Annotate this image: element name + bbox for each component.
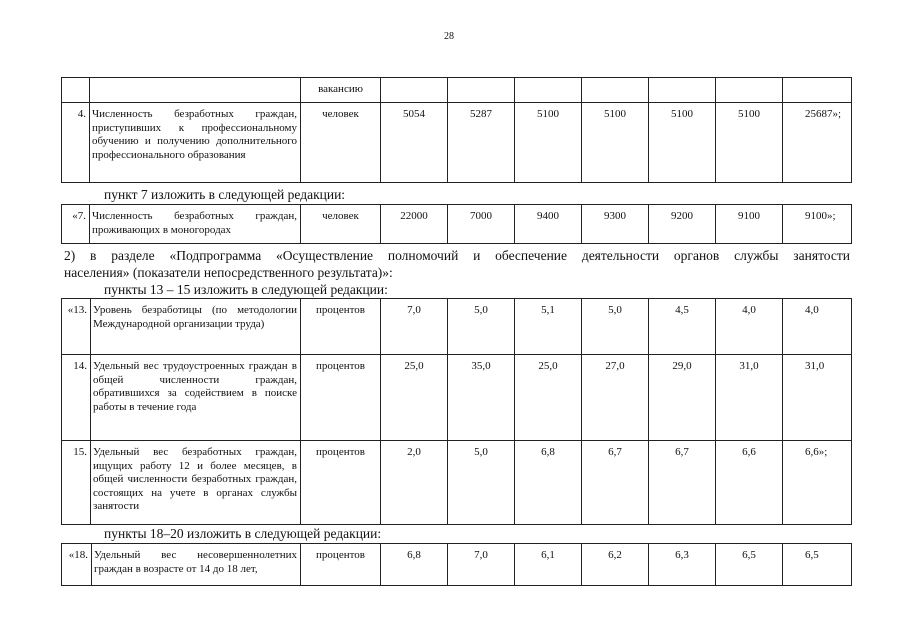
value-cell: 7,0 (381, 299, 448, 355)
value-cell: 6,1 (515, 544, 582, 586)
value-cell: 25,0 (381, 355, 448, 441)
row-number: 4. (62, 103, 90, 183)
table-row (62, 544, 852, 586)
value-cell: 6,7 (649, 441, 716, 525)
value-cell: 7,0 (448, 544, 515, 586)
table-row (62, 103, 852, 183)
paragraph-items-18-20: пункты 18–20 изложить в следующей редакции: (104, 526, 382, 541)
paragraph-item-7: пункт 7 изложить в следующей редакции: (104, 187, 346, 202)
value-cell: 5100 (716, 103, 783, 183)
value-cell: 9100 (716, 205, 783, 244)
table-row (62, 355, 852, 441)
value-cell: 4,0 (716, 299, 783, 355)
value-cell: 6,8 (381, 544, 448, 586)
unit-cell: человек (301, 205, 381, 244)
paragraph-section-2-cont: населения» (показатели непосредственного результата)»: (64, 265, 393, 280)
value-cell: 4,5 (649, 299, 716, 355)
value-cell: 5054 (381, 103, 448, 183)
table-indicators-1 (61, 77, 852, 183)
table-row (62, 205, 852, 244)
row-number: 14. (62, 355, 91, 441)
value-cell: 5,1 (515, 299, 582, 355)
value-cell: 5,0 (448, 441, 515, 525)
value-cell: 25,0 (515, 355, 582, 441)
value-cell: 6,8 (515, 441, 582, 525)
row-number: «7. (62, 205, 90, 244)
value-cell: 5,0 (448, 299, 515, 355)
value-cell: 9200 (649, 205, 716, 244)
value-cell: 6,3 (649, 544, 716, 586)
value-cell: 35,0 (448, 355, 515, 441)
value-cell: 5100 (649, 103, 716, 183)
unit-cell: процентов (301, 355, 381, 441)
unit-cell: процентов (301, 441, 381, 525)
indicator-name: Уровень безработицы (по методологии Международной организации труда) (91, 299, 301, 355)
row-number: «18. (62, 544, 92, 586)
value-cell: 6,2 (582, 544, 649, 586)
value-cell: 4,0 (783, 299, 852, 355)
unit-cell: вакансию (301, 78, 381, 103)
unit-cell: процентов (301, 299, 381, 355)
value-cell: 9100»; (783, 205, 852, 244)
value-cell: 7000 (448, 205, 515, 244)
value-cell: 22000 (381, 205, 448, 244)
indicator-name: Численность безработных граждан, приступивших к профессиональному обучению и получению дополнительного профессионального образования (90, 103, 301, 183)
value-cell: 5,0 (582, 299, 649, 355)
table-indicators-2 (61, 204, 852, 244)
unit-cell: процентов (301, 544, 381, 586)
value-cell: 2,0 (381, 441, 448, 525)
paragraph-section-2: 2) в разделе «Подпрограмма «Осуществление полномочий и обеспечение деятельности органов службы занятости (64, 248, 850, 263)
page-number: 28 (444, 31, 454, 42)
value-cell: 6,5 (716, 544, 783, 586)
indicator-name: Удельный вес безработных граждан, ищущих работу 12 и более месяцев, в общей численности безработных граждан, состоящих на учете в органах службы занятости (91, 441, 301, 525)
value-cell: 5287 (448, 103, 515, 183)
value-cell: 6,6 (716, 441, 783, 525)
table-row (62, 78, 852, 103)
value-cell: 6,7 (582, 441, 649, 525)
value-cell: 27,0 (582, 355, 649, 441)
table-indicators-4 (61, 543, 852, 586)
value-cell: 5100 (515, 103, 582, 183)
paragraph-items-13-15: пункты 13 – 15 изложить в следующей редакции: (104, 282, 388, 297)
row-number: «13. (62, 299, 91, 355)
indicator-name: Удельный вес несовершеннолетних граждан в возрасте от 14 до 18 лет, (92, 544, 301, 586)
value-cell: 31,0 (783, 355, 852, 441)
row-number: 15. (62, 441, 91, 525)
indicator-name: Удельный вес трудоустроенных граждан в общей численности граждан, обратившихся за содействием в поиске работы в течение года (91, 355, 301, 441)
table-row (62, 299, 852, 355)
value-cell: 9400 (515, 205, 582, 244)
unit-cell: человек (301, 103, 381, 183)
value-cell: 5100 (582, 103, 649, 183)
value-cell: 31,0 (716, 355, 783, 441)
indicator-name: Численность безработных граждан, проживающих в моногородах (90, 205, 301, 244)
value-cell: 6,6»; (783, 441, 852, 525)
table-row (62, 441, 852, 525)
value-cell: 25687»; (783, 103, 852, 183)
table-indicators-3 (61, 298, 852, 525)
value-cell: 29,0 (649, 355, 716, 441)
value-cell: 6,5 (783, 544, 852, 586)
value-cell: 9300 (582, 205, 649, 244)
